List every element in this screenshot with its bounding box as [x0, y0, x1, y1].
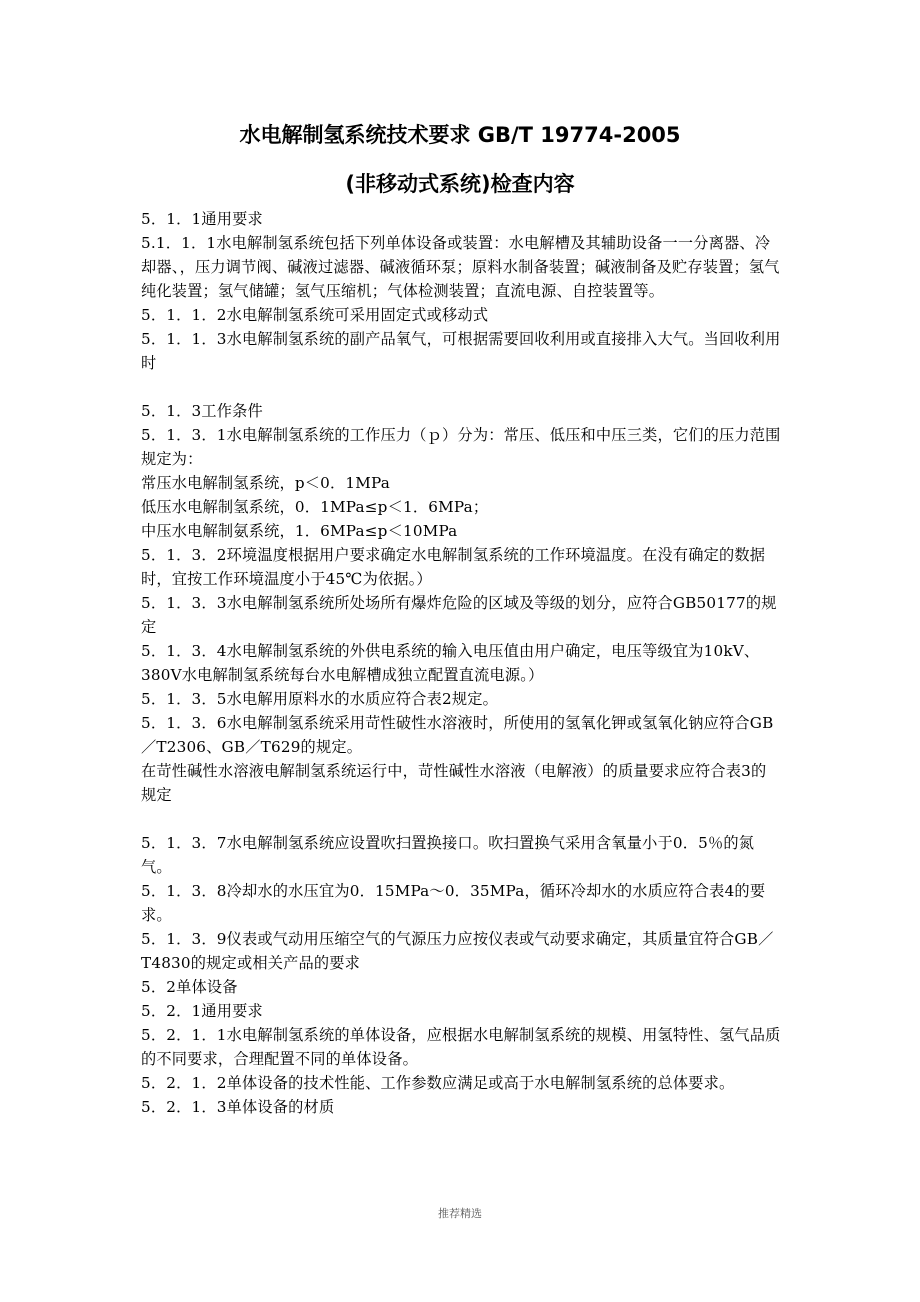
paragraph: 5．2单体设备 — [141, 978, 238, 996]
paragraph: 5．1．1．3水电解制氢系统的副产品氧气，可根据需要回收利用或直接排入大气。当回收利用时 — [141, 330, 781, 372]
page-footer: 推荐精选 — [438, 1207, 482, 1220]
paragraph: 5．2．1．2单体设备的技术性能、工作参数应满足或高于水电解制氢系统的总体要求。 — [141, 1074, 735, 1092]
document-subtitle: (非移动式系统)检查内容 — [345, 172, 575, 196]
paragraph: 5．1．3．5水电解用原料水的水质应符合表2规定。 — [141, 690, 499, 708]
paragraph: 5．1．3．1水电解制氢系统的工作压力（ｐ）分为：常压、低压和中压三类，它们的压力范围规定为： — [141, 426, 781, 468]
paragraph: 中压水电解制氨系统，1．6MPa≤p＜10MPa — [141, 522, 458, 540]
paragraph: 5．1．3．8冷却水的水压宜为0．15MPa～0．35MPa，循环冷却水的水质应符合表4的要求。 — [141, 882, 766, 924]
paragraph: 低压水电解制氢系统，0．1MPa≤p＜1．6MPa； — [141, 498, 489, 516]
paragraph: 5．2．1．1水电解制氢系统的单体设备，应根据水电解制氢系统的规模、用氢特性、氢气品质的不同要求，合理配置不同的单体设备。 — [141, 1026, 781, 1068]
paragraph: 5．1．3．4水电解制氢系统的外供电系统的输入电压值由用户确定，电压等级宜为10kV、380V水电解制氢系统每台水电解槽成独立配置直流电源。） — [141, 642, 760, 684]
blank-line — [141, 375, 781, 399]
paragraph: 5.1．1．1水电解制氢系统包括下列单体设备或装置：水电解槽及其辅助设备一一分离器、冷却器、，压力调节阀、碱液过滤器、碱液循环泵；原料水制备装置；碱液制备及贮存装置；氢气纯化装置；氢气储罐；氢气压缩机；气体检测装置；直流电源、自控装置等。 — [141, 234, 780, 300]
paragraph: 常压水电解制氢系统，p＜0．1MPa — [141, 474, 391, 492]
paragraph: 在苛性碱性水溶液电解制氢系统运行中，苛性碱性水溶液（电解液）的质量要求应符合表3的规定 — [141, 762, 767, 804]
paragraph: 5．1．3．3水电解制氢系统所处场所有爆炸危险的区域及等级的划分，应符合GB50177的规定 — [141, 594, 777, 636]
paragraph: 5．1．3．7水电解制氢系统应设置吹扫置换接口。吹扫置换气采用含氧量小于0．5％的氮气。 — [141, 834, 755, 876]
document-body — [141, 207, 781, 1119]
blank-line — [141, 807, 781, 831]
paragraph: 5．1．3工作条件 — [141, 402, 263, 420]
paragraph: 5．1．3．2环境温度根据用户要求确定水电解制氢系统的工作环境温度。在没有确定的数据时，宜按工作环境温度小于45℃为依据。） — [141, 546, 766, 588]
paragraph: 5．1．3．6水电解制氢系统采用苛性破性水溶液时，所使用的氢氧化钾或氢氧化钠应符合GB／T2306、GB／T629的规定。 — [141, 714, 774, 756]
document-title: 水电解制氢系统技术要求 GB/T 19774-2005 — [239, 123, 681, 147]
paragraph: 5．1．3．9仪表或气动用压缩空气的气源压力应按仪表或气动要求确定，其质量宜符合GB／T4830的规定或相关产品的要求 — [141, 930, 774, 972]
paragraph: 5．2．1通用要求 — [141, 1002, 263, 1020]
paragraph: 5．1．1通用要求 — [141, 210, 263, 228]
paragraph: 5．1．1．2水电解制氢系统可采用固定式或移动式 — [141, 306, 489, 324]
paragraph: 5．2．1．3单体设备的材质 — [141, 1098, 335, 1116]
